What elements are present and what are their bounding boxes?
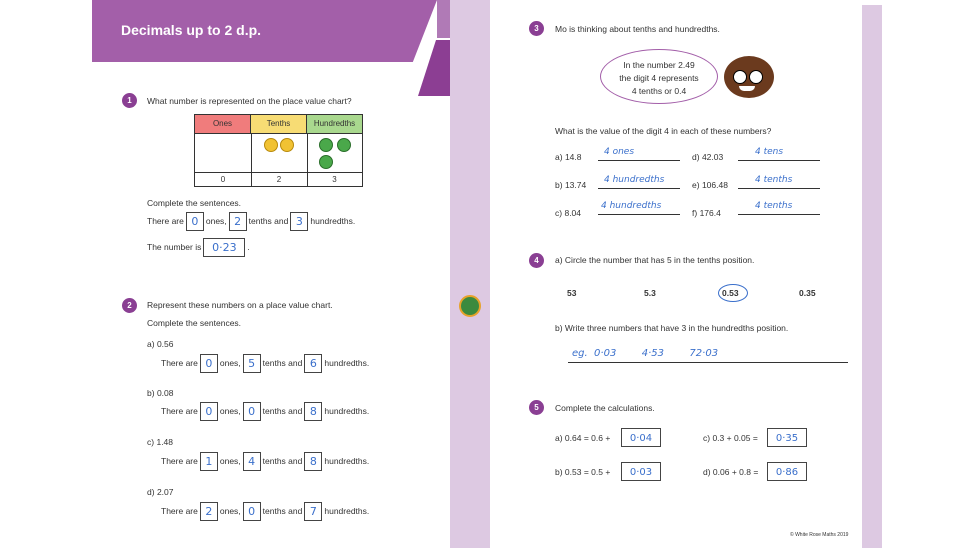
- text: 176.4: [699, 208, 721, 218]
- question-number-4: 4: [529, 253, 544, 268]
- text: e): [692, 180, 700, 190]
- answer-box[interactable]: 0·04: [621, 428, 661, 447]
- answer-box-hundredths[interactable]: 8: [304, 402, 322, 421]
- q3-answer-d[interactable]: 4 tens: [755, 147, 784, 157]
- text: 14.8: [564, 152, 582, 162]
- part-sentence: [161, 452, 369, 471]
- q3-item-f: [692, 208, 721, 218]
- text: hundredths.: [324, 357, 370, 368]
- text: The number is: [147, 241, 202, 252]
- text: ones,: [219, 505, 241, 516]
- q3-item-a: [555, 152, 581, 162]
- part-label: [147, 339, 173, 349]
- answer-line: [738, 214, 820, 215]
- text: ones,: [205, 215, 227, 226]
- text: d): [692, 152, 700, 162]
- text: tenths and: [262, 405, 303, 416]
- q1-complete: Complete the sentences.: [147, 198, 242, 208]
- answer-box-hundredths[interactable]: 7: [304, 502, 322, 521]
- answer-box-tenths[interactable]: 2: [229, 212, 247, 231]
- q2-complete: Complete the sentences.: [147, 318, 242, 328]
- part-label: [147, 437, 173, 447]
- hundredth-counter: [337, 138, 351, 152]
- part-label: [147, 487, 173, 497]
- text: hundredths.: [324, 505, 370, 516]
- text: 1.48: [156, 437, 174, 447]
- q3-item-c: [555, 208, 581, 218]
- answer-line: [738, 188, 820, 189]
- q4-part-a: a) Circle the number that has 5 in the tenths position.: [555, 255, 755, 265]
- part-sentence: [161, 402, 369, 421]
- answer-box[interactable]: 0·03: [621, 462, 661, 481]
- pv-rule: [195, 133, 362, 134]
- mo-character-icon: [724, 56, 774, 98]
- text: a): [147, 339, 155, 349]
- question-number-1: 1: [122, 93, 137, 108]
- text: tenths and: [248, 215, 289, 226]
- text: d): [147, 487, 155, 497]
- answer-box-ones[interactable]: 0: [186, 212, 204, 231]
- text: 13.74: [564, 180, 587, 190]
- question-number-2: 2: [122, 298, 137, 313]
- owl-icon: [459, 295, 481, 317]
- q4-option[interactable]: 53: [567, 288, 577, 298]
- text: 8.04: [564, 208, 582, 218]
- pv-value-tenths: 2: [276, 175, 282, 184]
- pv-header-hundredths: Hundredths: [307, 115, 362, 133]
- bubble-line: 4 tenths or 0.4: [631, 86, 687, 96]
- answer-box[interactable]: 0·35: [767, 428, 807, 447]
- q3-item-e: [692, 180, 728, 190]
- q4-part-b: b) Write three numbers that have 3 in the hundredths position.: [555, 323, 789, 333]
- text: hundredths.: [324, 405, 370, 416]
- right-edge-strip: [862, 5, 882, 548]
- answer-line: [598, 188, 680, 189]
- answer-box[interactable]: 0·86: [767, 462, 807, 481]
- part-sentence: [161, 354, 369, 373]
- answer-box-ones[interactable]: 0: [200, 354, 218, 373]
- answer-box-tenths[interactable]: 0: [243, 502, 261, 521]
- part-label: [147, 388, 173, 398]
- text: c): [555, 208, 563, 218]
- place-value-chart: [194, 114, 363, 187]
- text: .: [247, 241, 250, 252]
- eye-icon: [749, 70, 763, 84]
- pv-value-hundredths: 3: [332, 175, 337, 184]
- smile-icon: [739, 86, 755, 91]
- text: 0.08: [156, 388, 174, 398]
- text: ones,: [219, 405, 241, 416]
- answer-box-number[interactable]: 0·23: [203, 238, 245, 257]
- text: 42.03: [701, 152, 724, 162]
- pv-rule: [195, 172, 362, 173]
- q3-answer-e[interactable]: 4 tenths: [755, 175, 793, 185]
- text: 2.07: [156, 487, 174, 497]
- text: b): [555, 180, 563, 190]
- text: There are: [161, 357, 198, 368]
- answer-box-tenths[interactable]: 4: [243, 452, 261, 471]
- q5-question: Complete the calculations.: [555, 403, 655, 413]
- answer-box-hundredths[interactable]: 6: [304, 354, 322, 373]
- q3-item-b: [555, 180, 586, 190]
- pv-value-ones: 0: [220, 175, 226, 184]
- question-number-5: 5: [529, 400, 544, 415]
- answer-box-hundredths[interactable]: 8: [304, 452, 322, 471]
- answer-box-tenths[interactable]: 5: [243, 354, 261, 373]
- q5-calc-b: b) 0.53 = 0.5 +: [555, 467, 611, 477]
- q3-answer-c[interactable]: 4 hundredths: [601, 201, 662, 211]
- text: ones,: [219, 357, 241, 368]
- text: There are: [161, 405, 198, 416]
- answer-box-ones[interactable]: 0: [200, 402, 218, 421]
- tenth-counter: [280, 138, 294, 152]
- bubble-line: the digit 4 represents: [619, 73, 699, 83]
- speech-bubble: [600, 49, 718, 104]
- hundredth-counter: [319, 138, 333, 152]
- pv-header-tenths: Tenths: [251, 115, 307, 133]
- answer-line: [568, 362, 848, 363]
- text: tenths and: [262, 455, 303, 466]
- q4-answer-b[interactable]: eg. 0·03 4·53 72·03: [572, 348, 719, 359]
- q5-calc-d: d) 0.06 + 0.8 =: [703, 467, 759, 477]
- q1-number-sentence: [147, 238, 250, 257]
- text: tenths and: [262, 505, 303, 516]
- answer-line: [598, 160, 680, 161]
- page-divider-strip: [450, 0, 490, 548]
- pv-header-ones: Ones: [195, 115, 251, 133]
- q4-option-selected[interactable]: 0.53: [722, 288, 739, 298]
- answer-line: [738, 160, 820, 161]
- hundredth-counter: [319, 155, 333, 169]
- q5-calc-c: c) 0.3 + 0.05 =: [703, 433, 758, 443]
- page-title: Decimals up to 2 d.p.: [121, 22, 262, 38]
- text: ones,: [219, 455, 241, 466]
- q3-answer-f[interactable]: 4 tenths: [755, 201, 793, 211]
- answer-box-hundredths[interactable]: 3: [290, 212, 308, 231]
- q1-question: What number is represented on the place value chart?: [147, 96, 352, 106]
- part-sentence: [161, 502, 369, 521]
- question-number-3: 3: [529, 21, 544, 36]
- text: f): [692, 208, 698, 218]
- q4-option[interactable]: 5.3: [644, 288, 656, 298]
- answer-box-ones[interactable]: 1: [200, 452, 218, 471]
- text: b): [147, 388, 155, 398]
- q3-item-d: [692, 152, 723, 162]
- bubble-line: In the number 2.49: [623, 60, 695, 70]
- text: hundredths.: [310, 215, 356, 226]
- q1-sentence: [147, 212, 355, 231]
- tenth-counter: [264, 138, 278, 152]
- text: tenths and: [262, 357, 303, 368]
- text: 106.48: [701, 180, 728, 190]
- text: There are: [161, 505, 198, 516]
- answer-box-tenths[interactable]: 0: [243, 402, 261, 421]
- q4-option[interactable]: 0.35: [799, 288, 816, 298]
- text: 0.56: [156, 339, 174, 349]
- answer-line: [598, 214, 680, 215]
- q3-answer-b[interactable]: 4 hundredths: [604, 175, 665, 185]
- text: a): [555, 152, 563, 162]
- q3-intro: Mo is thinking about tenths and hundredths.: [555, 24, 720, 34]
- q3-answer-a[interactable]: 4 ones: [604, 147, 635, 157]
- text: There are: [147, 215, 184, 226]
- eye-icon: [733, 70, 747, 84]
- copyright: © White Rose Maths 2019: [790, 532, 849, 538]
- answer-box-ones[interactable]: 2: [200, 502, 218, 521]
- text: c): [147, 437, 155, 447]
- q5-calc-a: a) 0.64 = 0.6 +: [555, 433, 611, 443]
- text: hundredths.: [324, 455, 370, 466]
- q3-question: What is the value of the digit 4 in each of these numbers?: [555, 126, 772, 136]
- q2-question: Represent these numbers on a place value chart.: [147, 300, 333, 310]
- text: There are: [161, 455, 198, 466]
